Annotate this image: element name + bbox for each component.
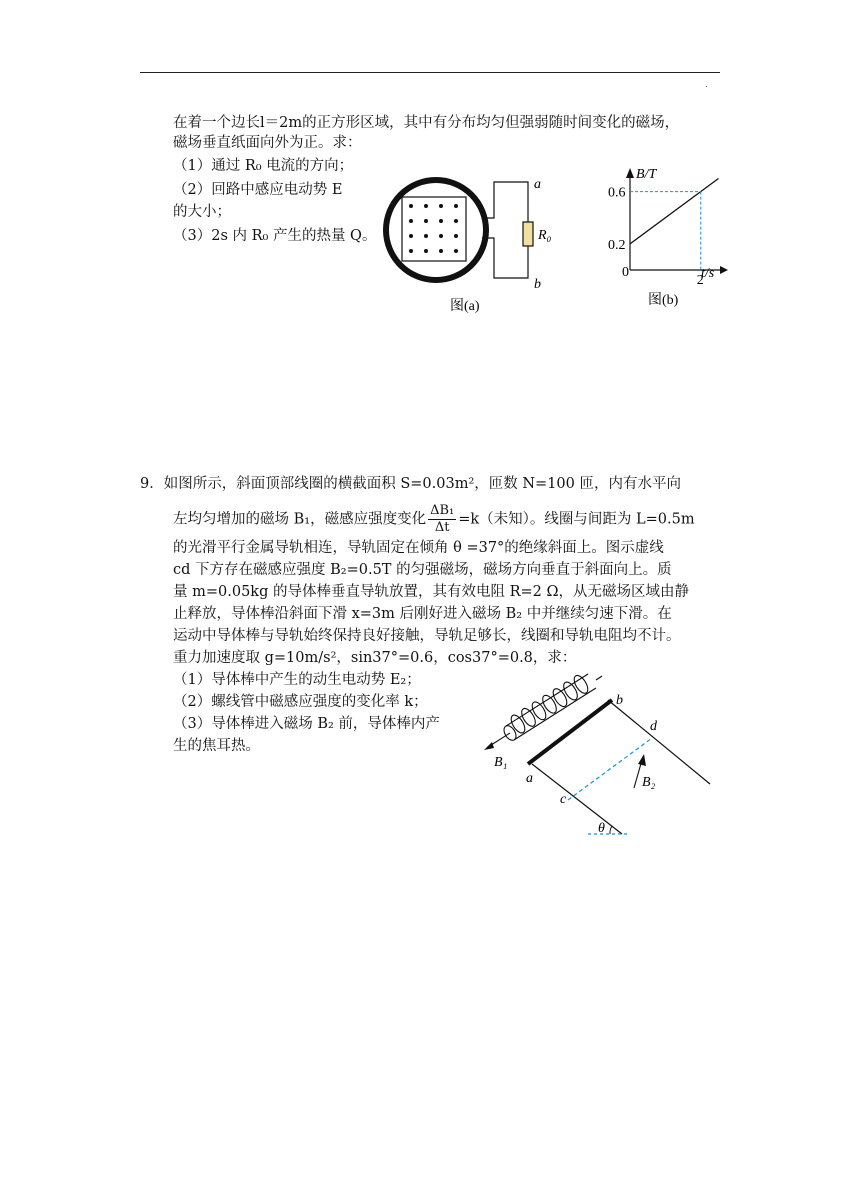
x-tick-label: 2 xyxy=(696,273,704,288)
label-b: b xyxy=(616,693,623,708)
label-a: a xyxy=(526,771,533,786)
header-mark: . xyxy=(705,80,708,90)
q9-line-1: 9．如图所示，斜面顶部线圈的横截面积 S=0.03m²，匝数 N=100 匝，内有水平向 xyxy=(140,476,681,492)
coil-turn xyxy=(571,673,590,695)
q9-line-2-post: =k（未知）。线圈与间距为 L=0.5m xyxy=(458,511,695,528)
header-rule xyxy=(140,72,720,73)
field-dot xyxy=(454,249,458,253)
q9-line-3: 的光滑平行金属导轨相连，导轨固定在倾角 θ =37°的绝缘斜面上。图示虚线 xyxy=(173,540,664,556)
field-dot xyxy=(409,219,413,223)
q9-sub-2: （2）螺线管中磁感应强度的变化率 k； xyxy=(173,694,428,710)
field-dot xyxy=(454,219,458,223)
q9-line-6: 止释放，导体棒沿斜面下滑 x=3m 后刚好进入磁场 B₂ 中并继续匀速下滑。在 xyxy=(173,606,672,622)
field-dot xyxy=(454,204,458,208)
field-dot xyxy=(454,234,458,238)
field-dot xyxy=(424,249,428,253)
label-theta: θ xyxy=(598,821,605,836)
coil-turn xyxy=(519,706,538,728)
upper-wire xyxy=(482,182,528,222)
q9-sub-3: （3）导体棒进入磁场 B₂ 前，导体棒内产 xyxy=(173,716,440,732)
label-d: d xyxy=(650,719,657,734)
field-dot xyxy=(439,234,443,238)
b1-arrow-head xyxy=(484,742,494,750)
q8-line-2: 磁场垂直纸面向外为正。求： xyxy=(173,135,362,151)
y-axis-arrow xyxy=(626,168,634,178)
figure-b-chart xyxy=(600,162,730,312)
y-tick-label: 0.6 xyxy=(608,185,626,201)
field-dot xyxy=(424,204,428,208)
field-dot xyxy=(409,204,413,208)
field-dots xyxy=(409,204,458,253)
q9-figure xyxy=(470,660,730,840)
field-dot xyxy=(439,219,443,223)
caption-a: 图(a) xyxy=(450,299,480,314)
fraction-dB1-dt xyxy=(428,503,456,536)
field-dot xyxy=(424,234,428,238)
label-b2: B₂ xyxy=(642,775,656,790)
series-line xyxy=(630,179,718,244)
fraction-numerator: ΔB₁ xyxy=(430,503,455,518)
fraction-denominator: Δt xyxy=(434,520,450,535)
q9-sub-3-cont: 生的焦耳热。 xyxy=(173,738,260,754)
q8-sub-1: （1）通过 R₀ 电流的方向； xyxy=(173,158,354,174)
figure-a xyxy=(378,170,558,320)
q9-sub-1: （1）导体棒中产生的动生电动势 E₂； xyxy=(173,672,421,688)
q8-sub-3: （3）2s 内 R₀ 产生的热量 Q。 xyxy=(173,228,377,244)
field-dot xyxy=(439,204,443,208)
resistor-r0 xyxy=(523,222,533,246)
q8-sub-2: （2）回路中感应电动势 E xyxy=(173,182,343,198)
conductor-rod-ab xyxy=(528,700,612,764)
q9-line-7: 运动中导体棒与导轨始终保持良好接触，导轨足够长，线圈和导轨电阻均不计。 xyxy=(173,628,681,644)
field-dot xyxy=(424,219,428,223)
label-b1: B₁ xyxy=(494,755,508,770)
lower-wire xyxy=(482,238,528,278)
q8-line-1: 在着一个边长l＝2m的正方形区域，其中有分布均匀但强弱随时间变化的磁场， xyxy=(173,115,680,131)
rail-right xyxy=(608,700,710,784)
label-c: c xyxy=(560,792,567,807)
rail-left xyxy=(532,764,622,834)
origin-label: 0 xyxy=(622,265,629,280)
q9-line-2 xyxy=(173,503,695,536)
y-axis-label: B/T xyxy=(636,167,657,182)
q9-line-4: cd 下方存在磁感应强度 B₂=0.5T 的匀强磁场，磁场方向垂直于斜面向上。质 xyxy=(173,562,672,578)
coil-turn xyxy=(529,700,548,722)
x-axis-arrow xyxy=(720,266,728,274)
label-a: a xyxy=(534,177,541,192)
coil-turn xyxy=(561,680,580,702)
coil-turn xyxy=(540,693,559,715)
field-dot xyxy=(409,234,413,238)
angle-arc xyxy=(610,826,612,834)
q8-sub-2-cont: 的大小； xyxy=(173,204,231,220)
field-dot xyxy=(439,249,443,253)
y-tick-label: 0.2 xyxy=(608,237,626,253)
coil-turn xyxy=(550,686,569,708)
x-axis-label: t/s xyxy=(701,266,715,281)
caption-b: 图(b) xyxy=(648,293,679,308)
q9-line-5: 量 m=0.05kg 的导体棒垂直导轨放置，其有效电阻 R=2 Ω，从无磁场区域由静 xyxy=(173,584,690,600)
field-dot xyxy=(409,249,413,253)
label-r0: R₀ xyxy=(538,228,552,243)
coil-axis-stub xyxy=(596,676,602,680)
coil-ring xyxy=(386,180,486,280)
coil-edge-bottom xyxy=(514,688,596,740)
q9-line-2-pre: 左均匀增加的磁场 B₁，磁感应强度变化 xyxy=(173,511,427,528)
q9-line-8: 重力加速度取 g=10m/s²，sin37°=0.6，cos37°=0.8，求： xyxy=(173,650,577,666)
b2-arrow-head xyxy=(638,754,646,766)
label-b: b xyxy=(534,277,541,292)
